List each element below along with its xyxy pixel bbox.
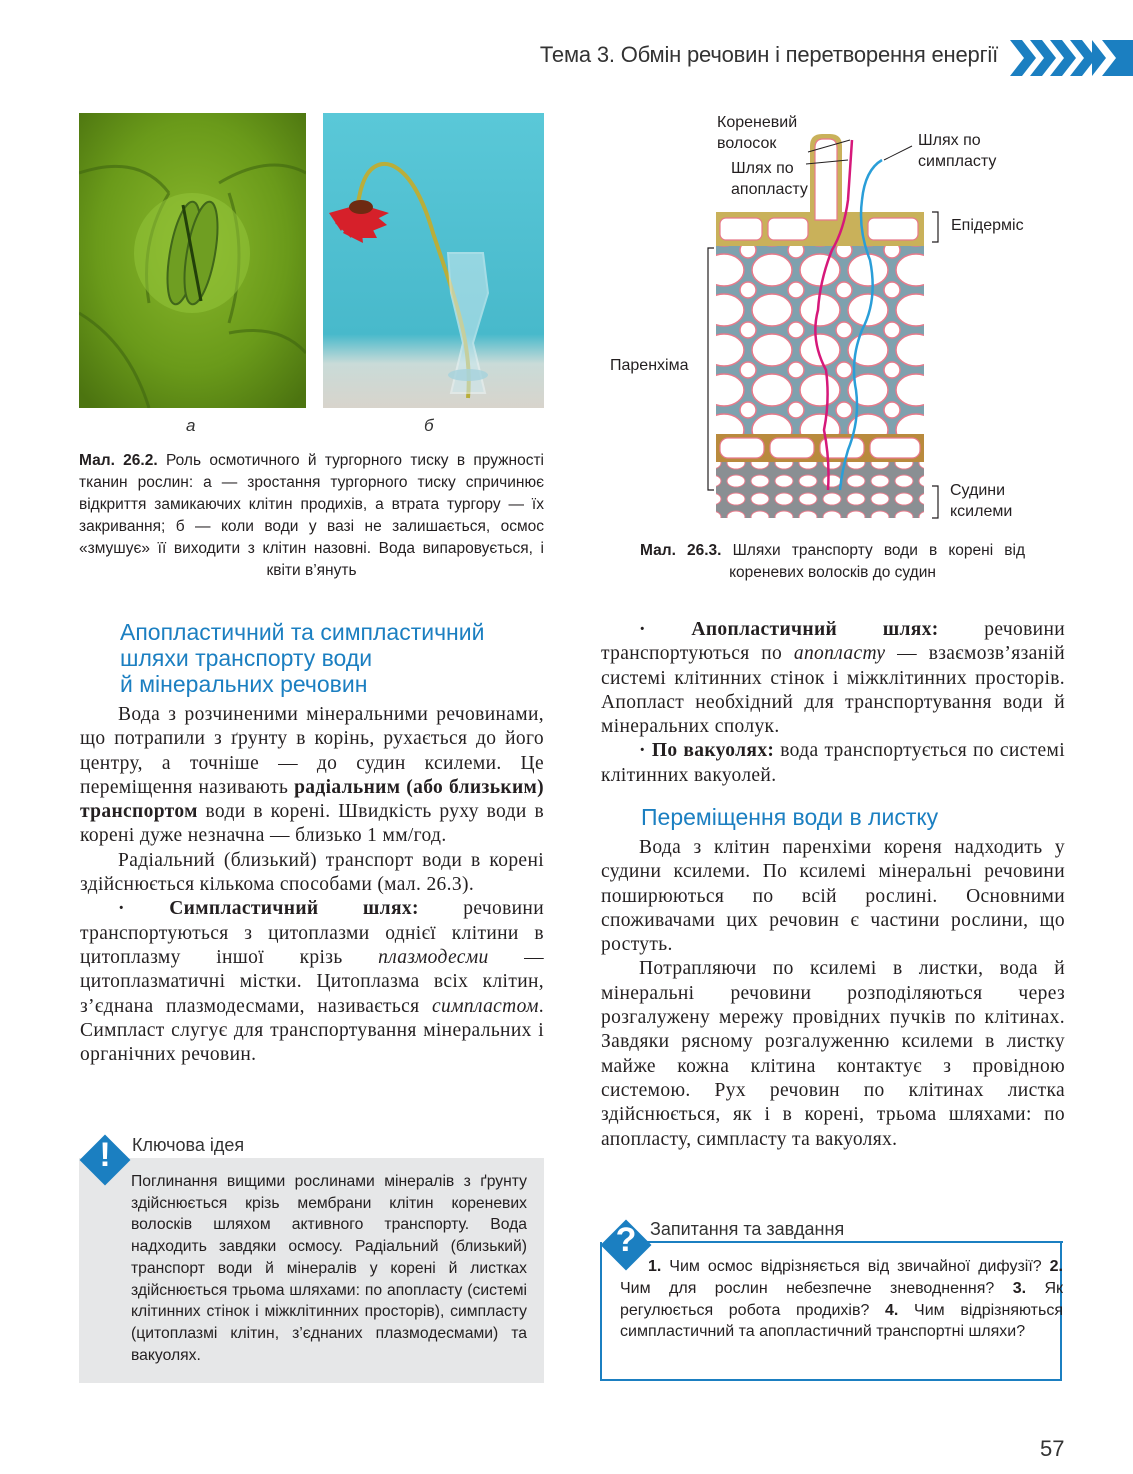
section-2-body bbox=[601, 836, 1065, 1152]
label-root-hair: Кореневий волосок bbox=[717, 114, 798, 152]
exclamation-glyph: ! bbox=[99, 1136, 111, 1174]
wilted-flower-photo bbox=[323, 113, 544, 408]
figure-26-2-caption: Мал. 26.2. Роль осмотичного й тургорного тиску в пружності тканин рослин: а — зростання тургорного тиску спричинює відкриття замикаючих клітин продихів, а втрата тургору — їх закривання; б — коли води у вазі не залишається, осмос «змушує» її виходити з клітин назовні. Вода випаровується, і квіти в’януть bbox=[79, 452, 545, 579]
label-symplast-path: Шлях по симпласту bbox=[918, 132, 997, 170]
figure-26-3-caption: Мал. 26.3. Шляхи транспорту води в корені від кореневих волосків до судин bbox=[640, 542, 1025, 581]
paragraph: Радіальний (близький) транспорт води в корені здійснюється кількома способами (мал. 26.3). bbox=[80, 849, 544, 896]
section-1-body bbox=[80, 703, 544, 1067]
paragraph: · Симпластичний шлях: речовини транспортуються з цитоплазми однієї клітини в цитоплазму іншої крізь плазмодесми — цитоплазматичні містки. Цитоплазма всіх клітин, з’єднана плазмодесмами, називається симпластом. Симпласт слугує для транспортування мінеральних і органічних речовин. bbox=[80, 898, 545, 1066]
label-parenchyma: Паренхіма bbox=[610, 357, 689, 374]
paragraph: · Апопластичний шлях: речовини транспортуються по апопласту — взаємозв’язаній системі клітинних стінок і міжклітинних просторів. Апопласт необхідний для транспортування води й мінеральних сполук. bbox=[601, 619, 1066, 738]
paragraph: Потрапляючи по ксилемі в листки, вода й мінеральні речовини розподіляються через розгалужену мережу провідних пучків по клітинах. Завдяки рясному розгалуженню ксилеми в листку майже кожна клітина контактує з провідною системою. Рух речовин по клітинах листка здійснюється, як і в корені, трьома шляхами: по апопласту, симпласту та вакуолях. bbox=[601, 958, 1065, 1150]
figure-label-b: б bbox=[424, 416, 434, 435]
key-idea-text: Поглинання вищими рослинами мінералів з ґрунту здійснюється крізь мембрани клітин кореневих волосків шляхом активного транспорту. Вода надходить завдяки осмосу. Радіальний (близький) транспорт води й мінералів у корені й листках здійснюється трьома шляхами: по апопласту (системі клітинних стінок і міжклітинних просторів), симпласту (цитоплазмі клітин, з’єднаних плазмодесмами) та вакуолях. bbox=[131, 1173, 527, 1364]
questions-title: Запитання та завдання bbox=[650, 1219, 845, 1239]
questions-divider bbox=[620, 1241, 1063, 1243]
key-idea-title: Ключова ідея bbox=[132, 1135, 245, 1155]
paragraph: Вода з клітин паренхіми кореня надходить у судини ксилеми. По ксилемі мінеральні речовини поширюються по всій рослині. Основними споживачами цих речовин є частини рослини, що ростуть. bbox=[601, 837, 1065, 956]
label-apoplast-path: Шлях по апопласту bbox=[731, 160, 808, 198]
page-number: 57 bbox=[1040, 1436, 1065, 1461]
section-heading-transport: Апопластичний та симпластичний шляхи транспорту води й мінеральних речовин bbox=[120, 619, 485, 697]
figure-label-a: а bbox=[186, 416, 196, 435]
section-heading-leaf: Переміщення води в листку bbox=[641, 804, 939, 830]
chevron-arrows-icon bbox=[1010, 40, 1133, 76]
label-epidermis: Епідерміс bbox=[951, 217, 1024, 234]
paragraph: Вода з розчиненими мінеральними речовинами, що потрапили з ґрунту в корінь, рухається до його центру, а точніше — до судин ксилеми. Це переміщення називають радіальним (або близьким) транспортом води в корені. Швидкість руху води в корені дуже незначна — близько 1 мм/год. bbox=[80, 704, 544, 847]
question-glyph: ? bbox=[615, 1221, 637, 1259]
stoma-photo bbox=[79, 113, 306, 408]
questions-text: 1. Чим осмос відрізняється від звичайної дифузії? 2. Чим для рослин небезпечне зневоднення? 3. Як регулюється робота продихів? 4. Чим відрізняються симпластичний та апопластичний транспортні шляхи? bbox=[620, 1258, 1063, 1341]
running-header: Тема 3. Обмін речовин і перетворення енергії bbox=[539, 42, 998, 67]
label-xylem: Судини ксилеми bbox=[950, 482, 1013, 520]
right-column-body bbox=[601, 618, 1065, 788]
paragraph: · По вакуолях: вода транспортується по системі клітинних вакуолей. bbox=[601, 740, 1065, 786]
